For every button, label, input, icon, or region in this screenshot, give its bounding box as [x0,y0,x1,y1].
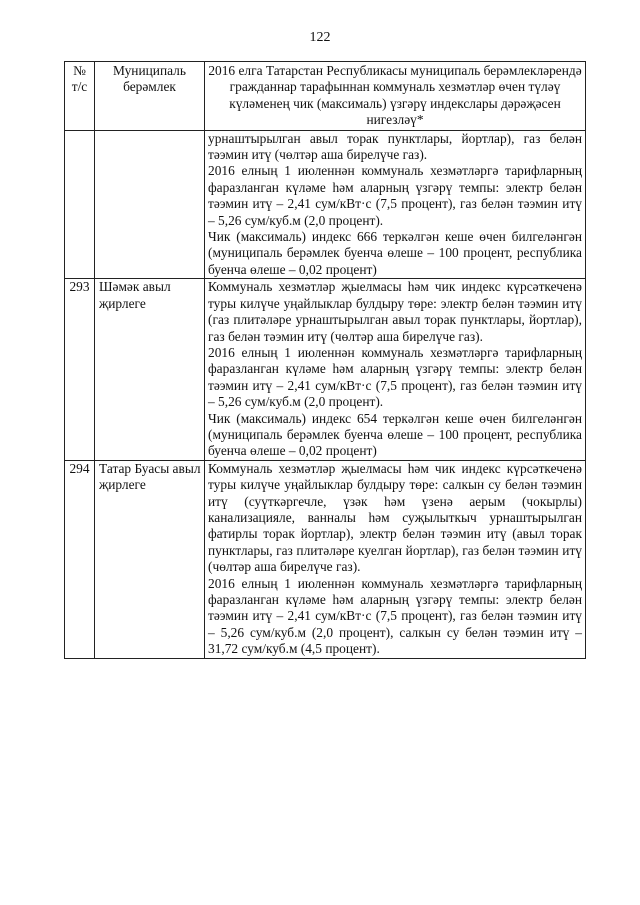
row-name: Шәмәк авыл җирлеге [95,279,205,460]
row-paragraph: Чик (максималь) индекс 654 теркәлгән кеше өчен билгеләнгән (муниципаль берәмлек буенча өлеше – 100 процент, республика буенча өлеше – 0,02 процент) [208,410,582,459]
table-header-row [65,62,586,131]
row-paragraph: 2016 елның 1 июленнән коммуналь хезмәтләргә тарифларның фаразланган күләме һәм аларның үзгәрү темпы: электр белән тәэмин итү – 2,41 сум/кВт·с (7,5 процент), газ белән тәэмин итү – 5,26 сум/куб.м (2,0 процент). [208,163,582,228]
table-row [65,279,586,460]
header-index: 2016 елга Татарстан Республикасы муниципаль берәмлекләрендә гражданнар тарафыннан коммуналь хезмәтләр өчен түләү күләменең чик (максималь) үзгәрү индекслары дәрәҗәсен нигезләү* [205,62,586,131]
table-row [65,460,586,658]
row-text [205,460,586,658]
row-paragraph: Коммуналь хезмәтләр җыелмасы һәм чик индекс күрсәткеченә туры килүче уңайлыклар булдыру төре: электр белән тәэмин итү (газ плитәләре урнаштырылган авыл торак пунктлары, йортлар), газ белән тәэмин итү (чөлтәр аша бирелүче газ). [208,279,582,344]
row-paragraph: 2016 елның 1 июленнән коммуналь хезмәтләргә тарифларның фаразланган күләме һәм аларның үзгәрү темпы: электр белән тәэмин итү – 2,41 сум/кВт·с (7,5 процент), газ белән тәэмин итү – 5,26 сум/куб.м (2,0 процент), салкын су белән тәэмин итү – 31,72 сум/куб.м (4,5 процент). [208,575,582,657]
row-num [65,130,95,279]
table-row [65,130,586,279]
index-table [64,61,586,659]
row-paragraph: Коммуналь хезмәтләр җыелмасы һәм чик индекс күрсәткеченә туры килүче уңайлыклар булдыру төре: салкын су белән тәэмин итү (суүткәргечле, үзәк һәм үзенә аерым (чокырлы) канализацияле, ванналы һәм суҗылыткыч урнаштырылган фатирлы торак йортлар), электр белән тәэмин итү (авыл торак пунктлары, газ плитәләре куелган йортлар), газ белән тәэмин итү (чөлтәр аша бирелүче газ). [208,460,582,575]
row-paragraph: 2016 елның 1 июленнән коммуналь хезмәтләргә тарифларның фаразланган күләме һәм аларның үзгәрү темпы: электр белән тәэмин итү – 2,41 сум/кВт·с (7,5 процент), газ белән тәэмин итү – 5,26 сум/куб.м (2,0 процент). [208,344,582,410]
row-text [205,279,586,460]
row-paragraph: Чик (максималь) индекс 666 теркәлгән кеше өчен билгеләнгән (муниципаль берәмлек буенча өлеше – 100 процент, республика буенча өлеше – 0,02 процент) [208,229,582,277]
header-num: № т/с [65,62,95,131]
row-name [95,130,205,279]
page-number: 122 [309,30,331,45]
header-municipality: Муниципаль берәмлек [95,62,205,131]
row-num: 293 [65,279,95,460]
row-text [205,130,586,279]
row-paragraph: урнаштырылган авыл торак пунктлары, йортлар), газ белән тәэмин итү (чөлтәр аша бирелүче газ). [208,130,582,163]
row-num: 294 [65,460,95,658]
row-name: Татар Буасы авыл җирлеге [95,460,205,658]
